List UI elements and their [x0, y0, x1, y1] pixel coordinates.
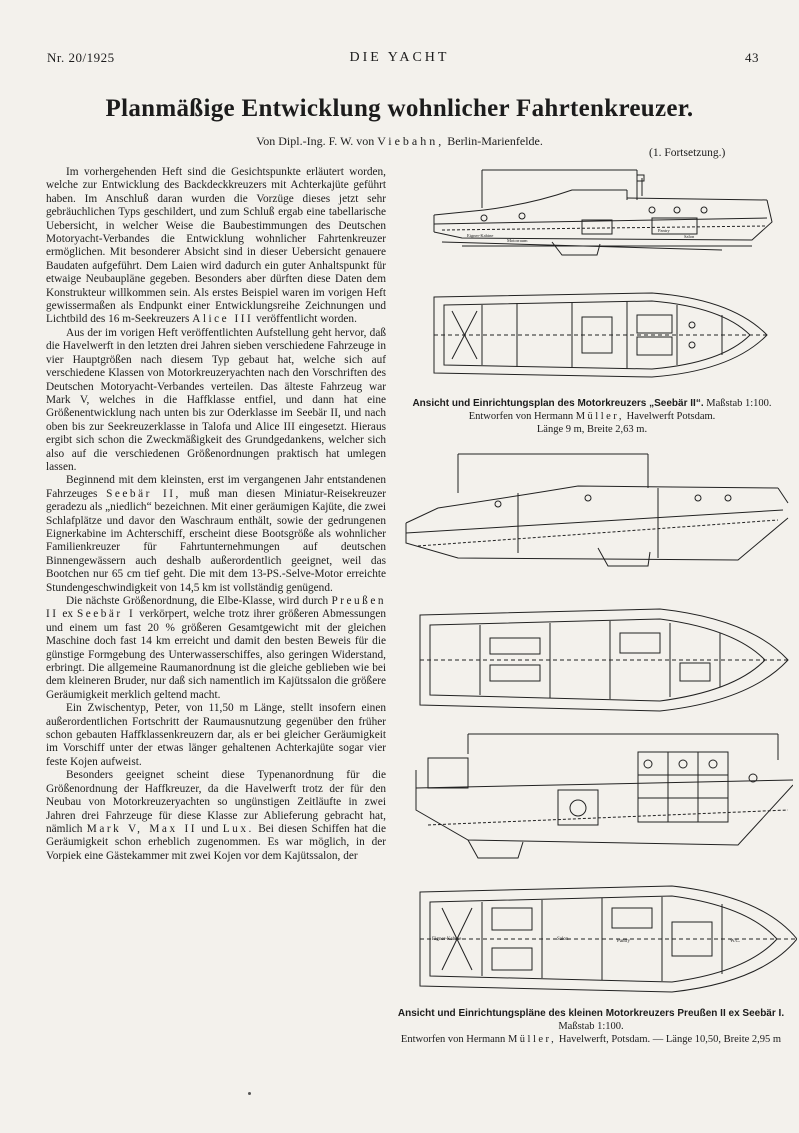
figure1-caption-title: Ansicht und Einrichtungsplan des Motorkreuzers „Seebär II“.	[412, 398, 704, 409]
issue-number: Nr. 20/1925	[47, 50, 115, 65]
seebaer-profile-drawing	[422, 160, 777, 275]
label-salon-2: Salon	[557, 937, 569, 942]
preussen-plan-drawing	[410, 603, 790, 718]
label-motorraum: Motorraum	[507, 238, 528, 243]
label-salon: Salon	[684, 234, 695, 239]
article-body	[46, 166, 386, 863]
label-pantry-2: Pantry	[617, 939, 631, 944]
label-pantry: Pantry	[658, 228, 670, 233]
paragraph: Beginnend mit dem kleinsten, erst im vergangenen Jahr entstandenen Fahrzeuges Seebär II, muß man diesen Miniatur-Reisekreuzer geradezu als „niedlich“ bezeichnen. Mit einer geräumigen Kajüte, die zwei Schlafplätze und davor den Waschraum enthält, sowie der gedrungenen Eignerkabine im Achterschiff, erscheint diese Bootsgröße als wohnlicher Familienkreuzer für Fahrtunternehmungen auf deutschen Binnengewässern auch deshalb außerordentlich geeignet, weil das Bootchen nur 65 cm tief geht. Die mit dem 13-PS.-Selve-Motor erreichte Stundengeschwindigkeit von 14,5 km ist vollständig genügend.	[46, 474, 386, 594]
paragraph: Die nächste Größenordnung, die Elbe-Klasse, wird durch Preußen II ex Seebär I verkörpert, welche trotz ihrer größeren Abmessungen und einem um fast 20 % größeren Gesamtgewicht mit der gleichen Maschine doch fast 14 km erreicht und damit den besten Beweis für die günstige Formgebung des Unterwasserschiffes, also geringen Widerstand, erbringt. Die allgemeine Raumanordnung ist die gleiche geblieben wie bei dem kleineren Bruder, nur daß sich namentlich im Kajütssalon die größere Geräumigkeit merklich geltend macht.	[46, 595, 386, 701]
label-eigner-kabine: Eigner-Kabine	[467, 233, 494, 238]
figure2-designer-prefix: Entworfen von Hermann	[400, 1034, 506, 1045]
figure1-designer-prefix: Entworfen von Hermann	[468, 411, 574, 422]
byline-prefix: Von Dipl.-Ing. F. W. von	[256, 134, 375, 148]
label-eigner-kabine-2: Eigner-Kabine	[432, 937, 462, 942]
seebaer-plan-drawing	[422, 285, 777, 385]
page-number: 43	[745, 50, 759, 65]
figure2-caption	[386, 1007, 796, 1046]
label-wc: W.C.	[730, 939, 741, 944]
magazine-name: DIE YACHT	[349, 50, 450, 65]
byline-name: Viebahn,	[377, 134, 445, 148]
print-speck	[248, 1092, 251, 1095]
preussen-section-drawing	[408, 730, 793, 865]
paragraph: Ein Zwischentyp, Peter, von 11,50 m Länge, stellt insofern einen außerordentlichen Fortschritt der Raumausnutzung gegenüber den früher schon gebauten Haffklassenkreuzern dar, als er bei gleicher Geräumigkeit im Vorschiff unter der etwas länger gehaltenen Achterkajüte sogar vier feste Kojen aufweist.	[46, 702, 386, 768]
figure1-designer-suffix: Havelwerft Potsdam.	[626, 411, 716, 422]
figure1-designer-name: Müller,	[575, 411, 625, 422]
figure2-caption-title: Ansicht und Einrichtungspläne des kleinen Motorkreuzers Preußen II ex Seebär I.	[397, 1008, 785, 1019]
figure1-scale: Maßstab 1:100.	[706, 398, 772, 409]
paragraph: Besonders geeignet scheint diese Typenanordnung für die Größenordnung der Haffkreuzer, da die Havelwerft trotz der für den Neubau von Motorkreuzeryachten so ungünstigen Zeitläufte in zwei Jahren drei Fahrzeuge für diese Klasse zur Ablieferung gebracht hat, nämlich Mark V, Max II und Lux. Bei diesen Schiffen hat die Geräumigkeit schon erheblich zugenommen. Es war möglich, in der Vorpiek eine Gästekammer mit zwei Kojen vor dem Kajütssalon, der	[46, 769, 387, 862]
byline-place: Berlin-Marienfelde.	[447, 134, 543, 148]
paragraph: Aus der im vorigen Heft veröffentlichten Aufstellung geht hervor, daß die Havelwerft in den letzten drei Jahren sieben verschiedene Fahrzeuge in vier Hauptgrößen nach diesem Typ gebaut hat, welche sich auf verschiedene Klassen von Motorkreuzeryachten nach den Vorschriften des Deutschen Motoryacht-Verbandes verteilen. Das älteste Fahrzeug war Mark V, welches in die Haffklasse entfiel, und dann hat eine Größenentwicklung nach unten bis zur Oderklasse im Seebär II, und nach oben bis zur Seekreuzerklasse in Talofa und Alice III eingesetzt. Hieraus ergibt sich schon die Zweckmäßigkeit des Grundgedankens, welcher sich also auf die verschiedenen Größenordnungen praktisch hat umlegen lassen.	[46, 326, 386, 473]
paragraph: Im vorhergehenden Heft sind die Gesichtspunkte erläutert worden, welche zur Entwicklung des Backdeckkreuzers mit Achterkajüte geführt haben. Im Anschluß daran wurden die Vorzüge dieses jetzt sehr gebräuchlichen Typs geschildert, und zum Schluß ergab eine tabellarische Uebersicht, in welcher Weise die Baubestimmungen des Deutschen Motoryacht-Verbandes die Entwicklung wohnlicher Fahrtenkreuzer ermöglichen. Mit besonderer Absicht sind in dieser Uebersicht genauere Baudaten aufgeführt. Dem Laien wird dadurch ein guter Anhaltspunkt für etwaige Neubaupläne gegeben. Besonders aber dürften diese Daten dem Konstrukteur willkommen sein. Als erstes Beispiel waren im vorigen Heft gewissermaßen als Endpunkt einer Entwicklungsreihe Zeichnungen und Lichtbild des 16 m-Seekreuzers Alice III veröffentlicht worden.	[46, 166, 386, 326]
figure1-dimensions: Länge 9 m, Breite 2,63 m.	[536, 424, 648, 435]
preussen-profile-drawing	[398, 448, 790, 578]
figure2-scale: Maßstab 1:100.	[558, 1021, 624, 1032]
figure1-caption	[392, 397, 792, 436]
article-title: Planmäßige Entwicklung wohnlicher Fahrtenkreuzer.	[105, 95, 694, 122]
continuation-note: (1. Fortsetzung.)	[649, 147, 726, 159]
figure2-designer-name: Müller,	[507, 1034, 557, 1045]
preussen-deck-plan-drawing	[412, 878, 797, 1000]
figure2-designer-suffix: Havelwerft, Potsdam. — Länge 10,50, Breite 2,95 m	[558, 1034, 782, 1045]
